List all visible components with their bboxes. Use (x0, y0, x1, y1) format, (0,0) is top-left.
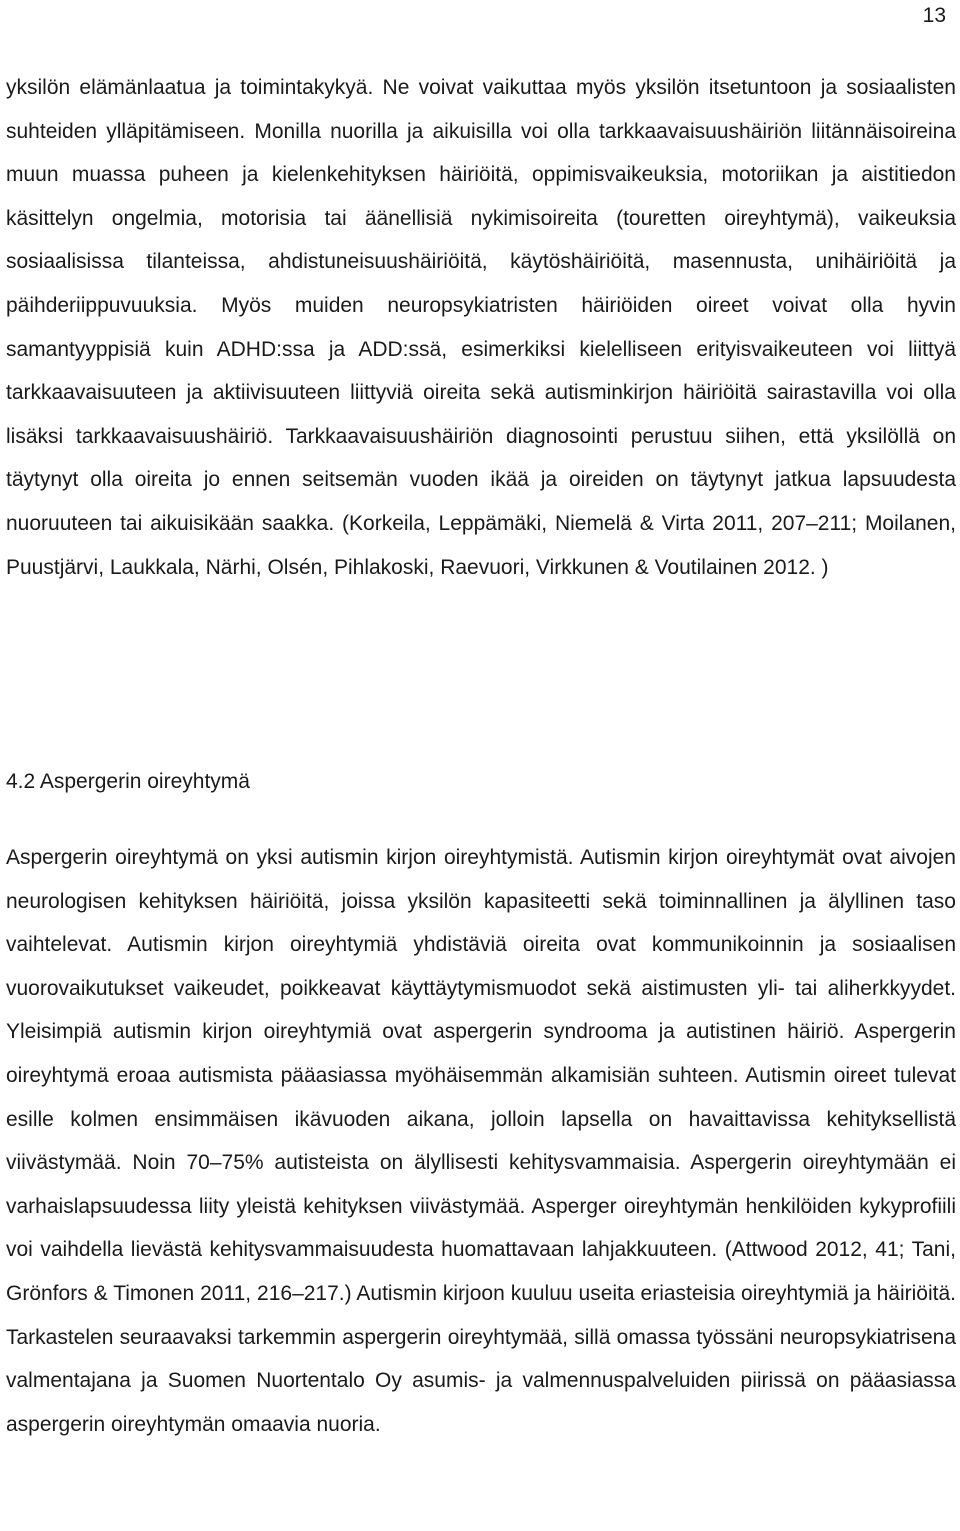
section-heading: 4.2 Aspergerin oireyhtymä (6, 770, 250, 793)
body-paragraph: Aspergerin oireyhtymä on yksi autismin kirjon oireyhtymistä. Autismin kirjon oireyhtymät ovat aivojen neurologisen kehityksen häiriöitä, joissa yksilön kapasiteetti sekä toiminnallinen ja älyllinen taso vaihtelevat. Autismin kirjon oireyhtymiä yhdistäviä oireita ovat kommunikoinnin ja sosiaalisen vuorovaikutukset vaikeudet, poikkeavat käyttäytymismuodot sekä aistimusten yli- tai aliherkkyydet. Yleisimpiä autismin kirjon oireyhtymiä ovat aspergerin syndrooma ja autistinen häiriö. Aspergerin oireyhtymä eroaa autismista pääasiassa myöhäisemmän alkamisiän suhteen. Autismin oireet tulevat esille kolmen ensimmäisen ikävuoden aikana, jolloin lapsella on havaittavissa kehityksellistä viivästymää. Noin 70–75% autisteista on älyllisesti kehitysvammaisia. Aspergerin oireyhtymään ei varhaislapsuudessa liity yleistä kehityksen viivästymää. Asperger oireyhtymän henkilöiden kykyprofiili voi vaihdella lievästä kehitysvammaisuudesta huomattavaan lahjakkuuteen. (Attwood 2012, 41; Tani, Grönfors & Timonen 2011, 216–217.) Autismin kirjoon kuuluu useita eriasteisia oireyhtymiä ja häiriöitä. Tarkastelen seuraavaksi tarkemmin aspergerin oireyhtymää, sillä omassa työssäni neuropsykiatrisena valmentajana ja Suomen Nuortentalo Oy asumis- ja valmennuspalveluiden piirissä on pääasiassa aspergerin oireyhtymän omaavia nuoria. (6, 846, 956, 1436)
page-number: 13 (922, 4, 946, 27)
body-paragraph: yksilön elämänlaatua ja toimintakykyä. Ne voivat vaikuttaa myös yksilön itsetuntoon ja sosiaalisten suhteiden ylläpitämiseen. Monilla nuorilla ja aikuisilla voi olla tarkkaavaisuushäiriön liitännäisoireina muun muassa puheen ja kielenkehityksen häiriöitä, oppimisvaikeuksia, motoriikan ja aistitiedon käsittelyn ongelmia, motorisia tai äänellisiä nykimisoireita (touretten oireyhtymä), vaikeuksia sosiaalisissa tilanteissa, ahdistuneisuushäiriöitä, käytöshäiriöitä, masennusta, unihäiriöitä ja päihderiippuvuuksia. Myös muiden neuropsykiatristen häiriöiden oireet voivat olla hyvin samantyyppisiä kuin ADHD:ssa ja ADD:ssä, esimerkiksi kielelliseen erityisvaikeuteen voi liittyä tarkkaavaisuuteen ja aktiivisuuteen liittyviä oireita sekä autisminkirjon häiriöitä sairastavilla voi olla lisäksi tarkkaavaisuushäiriö. Tarkkaavaisuushäiriön diagnosointi perustuu siihen, että yksilöllä on täytynyt olla oireita jo ennen seitsemän vuoden ikää ja oireiden on täytynyt jatkua lapsuudesta nuoruuteen tai aikuisikään saakka. (Korkeila, Leppämäki, Niemelä & Virta 2011, 207–211; Moilanen, Puustjärvi, Laukkala, Närhi, Olsén, Pihlakoski, Raevuori, Virkkunen & Voutilainen 2012. ) (6, 76, 956, 579)
